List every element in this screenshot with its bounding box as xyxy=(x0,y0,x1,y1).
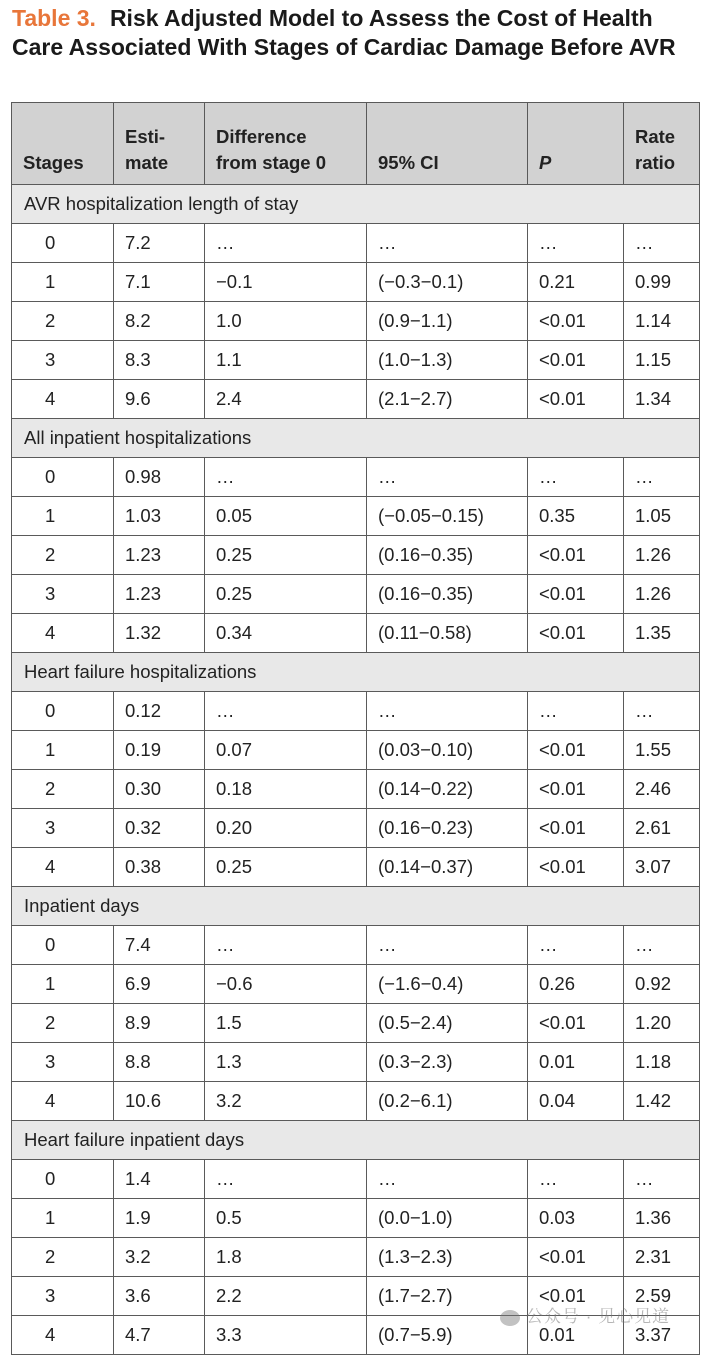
p-cell: 0.35 xyxy=(528,497,624,536)
difference-cell: 3.2 xyxy=(205,1082,367,1121)
rate-ratio-cell: 1.20 xyxy=(624,1004,700,1043)
rate-ratio-cell: 2.59 xyxy=(624,1277,700,1316)
difference-cell: 0.18 xyxy=(205,770,367,809)
rate-ratio-cell: 3.07 xyxy=(624,848,700,887)
stage-cell: 0 xyxy=(12,458,114,497)
estimate-cell: 1.23 xyxy=(114,575,205,614)
difference-cell: 1.3 xyxy=(205,1043,367,1082)
difference-cell: … xyxy=(205,458,367,497)
rate-ratio-cell: … xyxy=(624,224,700,263)
table-row xyxy=(12,770,700,809)
section-row xyxy=(12,653,700,692)
p-cell: <0.01 xyxy=(528,302,624,341)
table-row xyxy=(12,575,700,614)
p-cell: 0.03 xyxy=(528,1199,624,1238)
estimate-cell: 0.19 xyxy=(114,731,205,770)
table-row xyxy=(12,1160,700,1199)
p-cell: <0.01 xyxy=(528,614,624,653)
ci-cell: (0.0−1.0) xyxy=(367,1199,528,1238)
difference-cell: 2.2 xyxy=(205,1277,367,1316)
stage-cell: 1 xyxy=(12,497,114,536)
header-stages xyxy=(12,103,114,185)
table-label: Table 3. xyxy=(12,5,96,31)
stage-cell: 1 xyxy=(12,1199,114,1238)
rate-ratio-cell: 1.26 xyxy=(624,536,700,575)
stage-cell: 3 xyxy=(12,1043,114,1082)
header-rate-ratio xyxy=(624,103,700,185)
p-cell: … xyxy=(528,1160,624,1199)
stage-cell: 2 xyxy=(12,1238,114,1277)
table-row xyxy=(12,1238,700,1277)
stage-cell: 2 xyxy=(12,536,114,575)
estimate-cell: 8.2 xyxy=(114,302,205,341)
rate-ratio-cell: 1.14 xyxy=(624,302,700,341)
ci-cell: (−0.05−0.15) xyxy=(367,497,528,536)
difference-cell: 0.20 xyxy=(205,809,367,848)
difference-cell: 3.3 xyxy=(205,1316,367,1355)
table-row xyxy=(12,731,700,770)
ci-cell: (1.7−2.7) xyxy=(367,1277,528,1316)
stage-cell: 0 xyxy=(12,1160,114,1199)
estimate-cell: 0.38 xyxy=(114,848,205,887)
stage-cell: 3 xyxy=(12,575,114,614)
p-cell: 0.21 xyxy=(528,263,624,302)
stage-cell: 0 xyxy=(12,692,114,731)
table-row xyxy=(12,848,700,887)
ci-cell: … xyxy=(367,926,528,965)
ci-cell: (1.0−1.3) xyxy=(367,341,528,380)
difference-cell: 0.05 xyxy=(205,497,367,536)
ci-cell: (0.14−0.22) xyxy=(367,770,528,809)
estimate-cell: 9.6 xyxy=(114,380,205,419)
stage-cell: 4 xyxy=(12,614,114,653)
rate-ratio-cell: 1.55 xyxy=(624,731,700,770)
difference-cell: 0.25 xyxy=(205,536,367,575)
header-p-value xyxy=(528,103,624,185)
rate-ratio-cell: 1.05 xyxy=(624,497,700,536)
header-estimate xyxy=(114,103,205,185)
section-title: All inpatient hospitalizations xyxy=(12,419,700,458)
estimate-cell: 8.3 xyxy=(114,341,205,380)
ci-cell: (1.3−2.3) xyxy=(367,1238,528,1277)
ci-cell: (0.5−2.4) xyxy=(367,1004,528,1043)
ci-cell: (0.9−1.1) xyxy=(367,302,528,341)
difference-cell: 1.8 xyxy=(205,1238,367,1277)
ci-cell: (0.7−5.9) xyxy=(367,1316,528,1355)
table-row xyxy=(12,536,700,575)
estimate-cell: 1.03 xyxy=(114,497,205,536)
difference-cell: 1.1 xyxy=(205,341,367,380)
p-cell: <0.01 xyxy=(528,1004,624,1043)
table-row xyxy=(12,1004,700,1043)
ci-cell: (0.16−0.23) xyxy=(367,809,528,848)
table-body xyxy=(12,185,700,1355)
rate-ratio-cell: 0.92 xyxy=(624,965,700,1004)
difference-cell: 1.0 xyxy=(205,302,367,341)
estimate-cell: 0.32 xyxy=(114,809,205,848)
difference-cell: −0.6 xyxy=(205,965,367,1004)
table-container xyxy=(11,102,700,1355)
estimate-cell: 4.7 xyxy=(114,1316,205,1355)
risk-model-table xyxy=(11,102,700,1355)
difference-cell: −0.1 xyxy=(205,263,367,302)
rate-ratio-cell: 1.15 xyxy=(624,341,700,380)
rate-ratio-cell: … xyxy=(624,692,700,731)
p-cell: <0.01 xyxy=(528,380,624,419)
header-line: Stages xyxy=(23,152,84,173)
table-row xyxy=(12,1082,700,1121)
estimate-cell: 8.9 xyxy=(114,1004,205,1043)
ci-cell: (−1.6−0.4) xyxy=(367,965,528,1004)
section-row xyxy=(12,185,700,224)
wechat-icon xyxy=(500,1310,520,1326)
table-row xyxy=(12,224,700,263)
stage-cell: 2 xyxy=(12,770,114,809)
estimate-cell: 1.4 xyxy=(114,1160,205,1199)
header-row xyxy=(12,103,700,185)
estimate-cell: 6.9 xyxy=(114,965,205,1004)
table-title xyxy=(12,4,702,61)
header-difference xyxy=(205,103,367,185)
difference-cell: … xyxy=(205,926,367,965)
header-line: from stage 0 xyxy=(216,152,327,173)
difference-cell: 2.4 xyxy=(205,380,367,419)
stage-cell: 4 xyxy=(12,380,114,419)
difference-cell: 0.25 xyxy=(205,848,367,887)
table-header xyxy=(12,103,700,185)
p-cell: <0.01 xyxy=(528,731,624,770)
difference-cell: … xyxy=(205,692,367,731)
stage-cell: 4 xyxy=(12,1082,114,1121)
section-row xyxy=(12,419,700,458)
difference-cell: … xyxy=(205,224,367,263)
difference-cell: … xyxy=(205,1160,367,1199)
rate-ratio-cell: 1.18 xyxy=(624,1043,700,1082)
p-cell: 0.26 xyxy=(528,965,624,1004)
ci-cell: (0.16−0.35) xyxy=(367,575,528,614)
ci-cell: (2.1−2.7) xyxy=(367,380,528,419)
estimate-cell: 0.12 xyxy=(114,692,205,731)
estimate-cell: 8.8 xyxy=(114,1043,205,1082)
estimate-cell: 0.98 xyxy=(114,458,205,497)
header-line: Esti- xyxy=(125,126,166,147)
header-line: 95% CI xyxy=(378,152,439,173)
stage-cell: 2 xyxy=(12,1004,114,1043)
difference-cell: 0.07 xyxy=(205,731,367,770)
difference-cell: 0.34 xyxy=(205,614,367,653)
p-cell: <0.01 xyxy=(528,848,624,887)
rate-ratio-cell: … xyxy=(624,1160,700,1199)
ci-cell: (0.14−0.37) xyxy=(367,848,528,887)
ci-cell: (−0.3−0.1) xyxy=(367,263,528,302)
p-cell: <0.01 xyxy=(528,809,624,848)
estimate-cell: 1.23 xyxy=(114,536,205,575)
ci-cell: … xyxy=(367,1160,528,1199)
table-row xyxy=(12,380,700,419)
table-row xyxy=(12,263,700,302)
rate-ratio-cell: 1.35 xyxy=(624,614,700,653)
p-cell: 0.04 xyxy=(528,1082,624,1121)
p-cell: 0.01 xyxy=(528,1043,624,1082)
stage-cell: 3 xyxy=(12,1277,114,1316)
section-title: Heart failure hospitalizations xyxy=(12,653,700,692)
p-cell: … xyxy=(528,692,624,731)
section-title: Inpatient days xyxy=(12,887,700,926)
watermark xyxy=(500,1302,670,1327)
estimate-cell: 3.2 xyxy=(114,1238,205,1277)
table-row xyxy=(12,692,700,731)
table-row xyxy=(12,965,700,1004)
ci-cell: (0.11−0.58) xyxy=(367,614,528,653)
estimate-cell: 7.4 xyxy=(114,926,205,965)
table-row xyxy=(12,497,700,536)
table-row xyxy=(12,341,700,380)
rate-ratio-cell: 2.31 xyxy=(624,1238,700,1277)
rate-ratio-cell: 0.99 xyxy=(624,263,700,302)
header-line: P xyxy=(539,152,552,173)
table-row xyxy=(12,302,700,341)
rate-ratio-cell: 2.61 xyxy=(624,809,700,848)
estimate-cell: 1.9 xyxy=(114,1199,205,1238)
ci-cell: (0.16−0.35) xyxy=(367,536,528,575)
p-cell: … xyxy=(528,458,624,497)
p-cell: <0.01 xyxy=(528,1277,624,1316)
ci-cell: (0.3−2.3) xyxy=(367,1043,528,1082)
p-cell: <0.01 xyxy=(528,1238,624,1277)
stage-cell: 3 xyxy=(12,809,114,848)
ci-cell: … xyxy=(367,692,528,731)
watermark-text: 公众号 · 见心见道 xyxy=(526,1307,671,1326)
ci-cell: (0.2−6.1) xyxy=(367,1082,528,1121)
p-cell: <0.01 xyxy=(528,770,624,809)
estimate-cell: 0.30 xyxy=(114,770,205,809)
stage-cell: 2 xyxy=(12,302,114,341)
estimate-cell: 3.6 xyxy=(114,1277,205,1316)
header-line: Rate xyxy=(635,126,676,147)
p-cell: <0.01 xyxy=(528,536,624,575)
stage-cell: 0 xyxy=(12,224,114,263)
stage-cell: 0 xyxy=(12,926,114,965)
difference-cell: 0.25 xyxy=(205,575,367,614)
header-line: ratio xyxy=(635,152,676,173)
section-row xyxy=(12,887,700,926)
ci-cell: (0.03−0.10) xyxy=(367,731,528,770)
header-line: mate xyxy=(125,152,169,173)
table-row xyxy=(12,1043,700,1082)
section-title: AVR hospitalization length of stay xyxy=(12,185,700,224)
stage-cell: 1 xyxy=(12,965,114,1004)
difference-cell: 1.5 xyxy=(205,1004,367,1043)
rate-ratio-cell: 3.37 xyxy=(624,1316,700,1355)
table-row xyxy=(12,926,700,965)
estimate-cell: 10.6 xyxy=(114,1082,205,1121)
estimate-cell: 1.32 xyxy=(114,614,205,653)
estimate-cell: 7.2 xyxy=(114,224,205,263)
stage-cell: 4 xyxy=(12,1316,114,1355)
stage-cell: 4 xyxy=(12,848,114,887)
rate-ratio-cell: … xyxy=(624,926,700,965)
rate-ratio-cell: 1.36 xyxy=(624,1199,700,1238)
rate-ratio-cell: 1.34 xyxy=(624,380,700,419)
rate-ratio-cell: 1.26 xyxy=(624,575,700,614)
estimate-cell: 7.1 xyxy=(114,263,205,302)
table-caption: Risk Adjusted Model to Assess the Cost of Health Care Associated With Stages of Cardiac Damage Before AVR xyxy=(12,5,676,60)
table-row xyxy=(12,614,700,653)
ci-cell: … xyxy=(367,458,528,497)
p-cell: <0.01 xyxy=(528,575,624,614)
stage-cell: 1 xyxy=(12,263,114,302)
rate-ratio-cell: … xyxy=(624,458,700,497)
section-title: Heart failure inpatient days xyxy=(12,1121,700,1160)
table-row xyxy=(12,1199,700,1238)
table-row xyxy=(12,809,700,848)
p-cell: <0.01 xyxy=(528,341,624,380)
p-cell: … xyxy=(528,926,624,965)
header-line: Difference xyxy=(216,126,307,147)
difference-cell: 0.5 xyxy=(205,1199,367,1238)
header-ci xyxy=(367,103,528,185)
stage-cell: 3 xyxy=(12,341,114,380)
stage-cell: 1 xyxy=(12,731,114,770)
rate-ratio-cell: 1.42 xyxy=(624,1082,700,1121)
ci-cell: … xyxy=(367,224,528,263)
rate-ratio-cell: 2.46 xyxy=(624,770,700,809)
table-row xyxy=(12,458,700,497)
p-cell: … xyxy=(528,224,624,263)
p-cell: 0.01 xyxy=(528,1316,624,1355)
section-row xyxy=(12,1121,700,1160)
